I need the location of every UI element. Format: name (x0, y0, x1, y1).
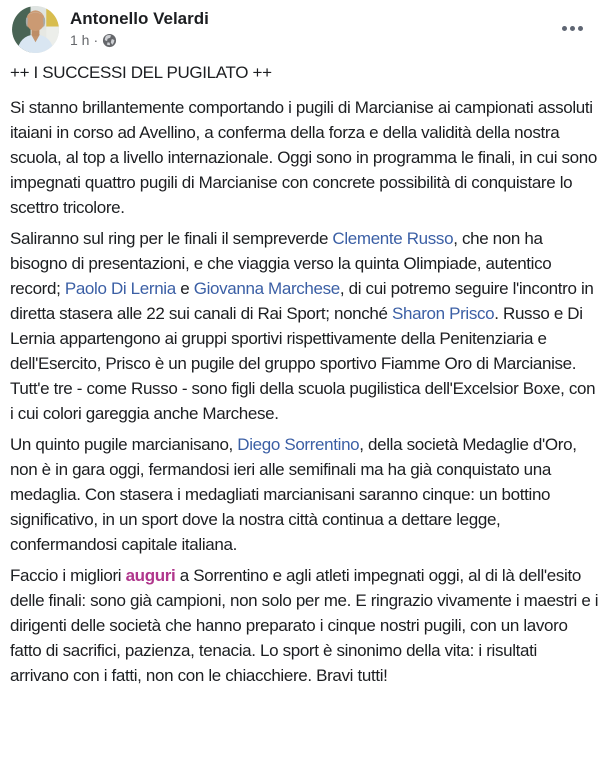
post-paragraph (10, 432, 599, 557)
post-header (0, 0, 609, 56)
post-text: a Sorrentino e agli atleti impegnati oggi, al di là dell'esito delle finali: sono già campioni, non solo per me. E ringrazio vivamente i maestri e i dirigenti delle società che hanno preparato i cinque nostri pugili, con un lavoro fatto di sacrifici, pazienza, tenacia. Lo sport è sinonimo della vita: i risultati arrivano con i fatti, non con le chiacchiere. Bravi tutti! (10, 566, 599, 685)
post-body (0, 56, 609, 688)
post-text: , che non ha bisogno di presentazioni, e che viaggia verso la quinta Olimpiade, autentico record; (10, 229, 552, 298)
post-text: , della società Medaglie d'Oro, non è in gara oggi, fermandosi ieri alle semifinali ma ha già conquistato una medaglia. Con stasera i medagliati marcianisani saranno cinque: un bottino significativo, in un sport dove la nostra città continua a dettare legge, confermandosi capitale italiana. (10, 435, 577, 554)
author-name[interactable]: Antonello Velardi (70, 9, 209, 28)
author-avatar[interactable] (12, 6, 59, 53)
highlighted-word: auguri (125, 566, 176, 585)
post-text: . Russo e Di Lernia appartengono ai gruppi sportivi rispettivamente della Penitenziaria e dell'Esercito, Prisco è un pugile del gruppo sportivo Fiamme Oro di Marcianise. Tutt'e tre - come Russo - sono figli della scuola pugilistica dell'Excelsior Boxe, con i cui colori gareggia anche Marchese. (10, 304, 596, 423)
meta-separator: · (93, 32, 99, 48)
person-link[interactable]: Diego Sorrentino (237, 435, 360, 454)
author-photo (12, 6, 59, 53)
person-link[interactable]: Paolo Di Lernia (64, 279, 176, 298)
post-timestamp[interactable]: 1 h (70, 32, 90, 48)
globe-icon (102, 33, 117, 48)
ellipsis-icon (562, 26, 567, 31)
post-text: Saliranno sul ring per le finali il sempreverde (10, 229, 333, 248)
post-paragraph (10, 95, 599, 220)
person-link[interactable]: Sharon Prisco (392, 304, 495, 323)
post-paragraph (10, 226, 599, 426)
post-meta (70, 32, 209, 48)
person-link[interactable]: Clemente Russo (332, 229, 454, 248)
post-text: Faccio i migliori (10, 566, 126, 585)
more-options-button[interactable] (556, 20, 589, 37)
person-link[interactable]: Giovanna Marchese (193, 279, 340, 298)
post-paragraph (10, 563, 599, 688)
post-text: Si stanno brillantemente comportando i pugili di Marcianise ai campionati assoluti itaiani in corso ad Avellino, a conferma della forza e della validità della nostra scuola, al top a livello internazionale. Oggi sono in programma le finali, in cui sono impegnati quattro pugili di Marcianise con concrete possibilità di conquistare lo scettro tricolore. (10, 98, 597, 217)
header-text-block (70, 6, 209, 48)
post-title: ++ I SUCCESSI DEL PUGILATO ++ (10, 63, 272, 82)
post-text-container (10, 95, 599, 688)
post-text: Un quinto pugile marcianisano, (10, 435, 238, 454)
ellipsis-icon (570, 26, 575, 31)
post-text: , di cui potremo seguire l'incontro in diretta stasera alle 22 sui canali di Rai Sport; nonché (10, 279, 594, 323)
post-text: e (175, 279, 194, 298)
ellipsis-icon (578, 26, 583, 31)
